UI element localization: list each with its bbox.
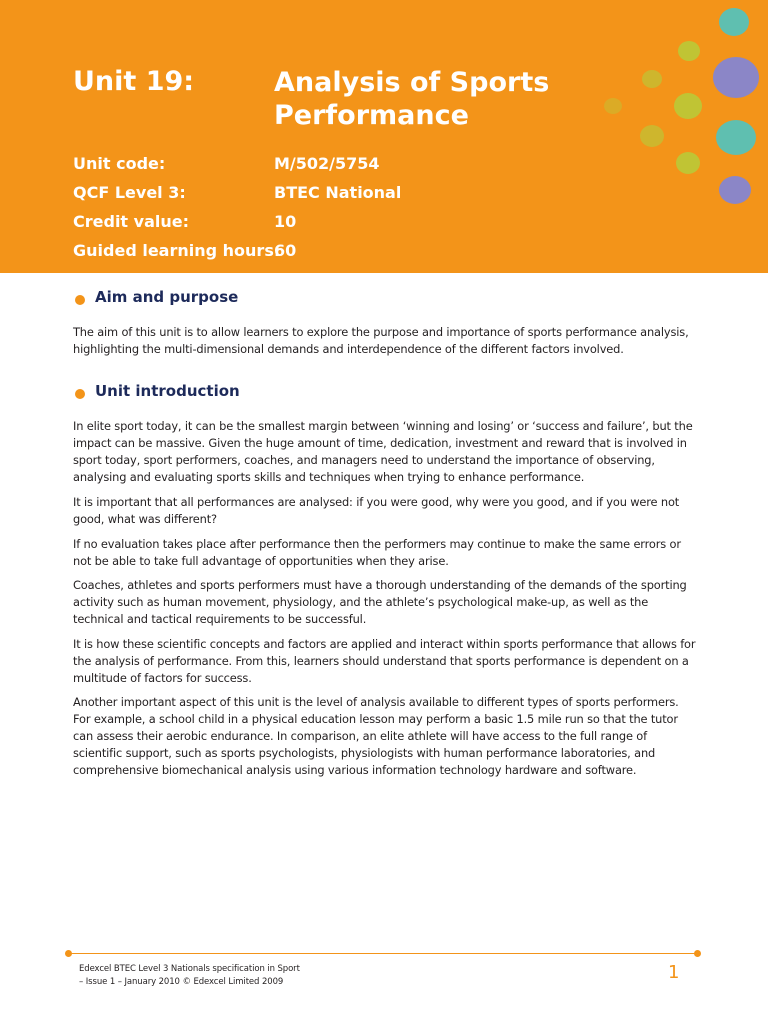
decorative-circle-icon <box>642 70 662 88</box>
decorative-circle-icon <box>604 98 622 114</box>
paragraph: Coaches, athletes and sports performers must have a thorough understanding of the demands of the sporting activity such as human movement, physiology, and the athlete’s psychological make-up, as well as the technical and tactical requirements to be successful. <box>73 578 687 626</box>
footer-divider <box>68 953 697 954</box>
meta-value: 10 <box>274 212 297 231</box>
decorative-circle-icon <box>674 93 702 119</box>
paragraph: Another important aspect of this unit is the level of analysis available to different types of sports performers. For example, a school child in a physical education lesson may perform a basic 1.5 mile run so that the tutor can assess their aerobic endurance. In comparison, an elite athlete will have access to the full range of scientific support, such as sports psychologists, physiologists with human performance laboratories, and comprehensive biomechanical analysis using various information technology hardware and software. <box>73 695 679 777</box>
unit-header <box>0 0 768 273</box>
decorative-circle-icon <box>713 57 759 98</box>
decorative-circle-icon <box>716 120 756 155</box>
decorative-circle-icon <box>640 125 664 147</box>
section-title: Unit introduction <box>95 382 240 400</box>
footer-dot-icon <box>694 950 701 957</box>
decorative-circle-icon <box>719 176 751 204</box>
section-title: Aim and purpose <box>95 288 239 306</box>
unit-title: Analysis of Sports Performance <box>274 67 550 131</box>
paragraph: In elite sport today, it can be the smallest margin between ‘winning and losing’ or ‘success and failure’, but the impact can be massive. Given the huge amount of time, dedication, investment and reward that is involved in sport today, sport performers, coaches, and managers need to understand the importance of observing, analysing and evaluating sports skills and techniques when trying to enhance performance. <box>73 419 693 484</box>
paragraph: It is important that all performances are analysed: if you were good, why were you good, and if you were not good, what was different? <box>73 495 680 526</box>
meta-label: Credit value: <box>73 212 189 231</box>
meta-value: M/502/5754 <box>274 154 380 173</box>
unit-number: Unit 19: <box>73 66 195 97</box>
decorative-circle-icon <box>676 152 700 174</box>
meta-label: Guided learning hours: <box>73 241 281 260</box>
footer-issue: – Issue 1 – January 2010 © Edexcel Limited 2009 <box>79 977 284 987</box>
meta-label: Unit code: <box>73 154 166 173</box>
paragraph: If no evaluation takes place after performance then the performers may continue to make the same errors or not be able to take full advantage of opportunities when they arise. <box>73 537 681 568</box>
meta-label: QCF Level 3: <box>73 183 186 202</box>
meta-value: 60 <box>274 241 297 260</box>
paragraph: It is how these scientific concepts and factors are applied and interact within sports performance that allows for the analysis of performance. From this, learners should understand that sports performance is dependent on a multitude of factors for success. <box>73 637 696 685</box>
page-number: 1 <box>668 962 680 983</box>
bullet-icon <box>75 389 85 399</box>
paragraph: The aim of this unit is to allow learners to explore the purpose and importance of sports performance analysis, highlighting the multi-dimensional demands and interdependence of the different factors involved. <box>73 325 689 356</box>
decorative-circle-icon <box>719 8 749 36</box>
footer-spec-title: Edexcel BTEC Level 3 Nationals specification in Sport <box>79 964 300 974</box>
meta-value: BTEC National <box>274 183 402 202</box>
decorative-circle-icon <box>678 41 700 61</box>
bullet-icon <box>75 295 85 305</box>
